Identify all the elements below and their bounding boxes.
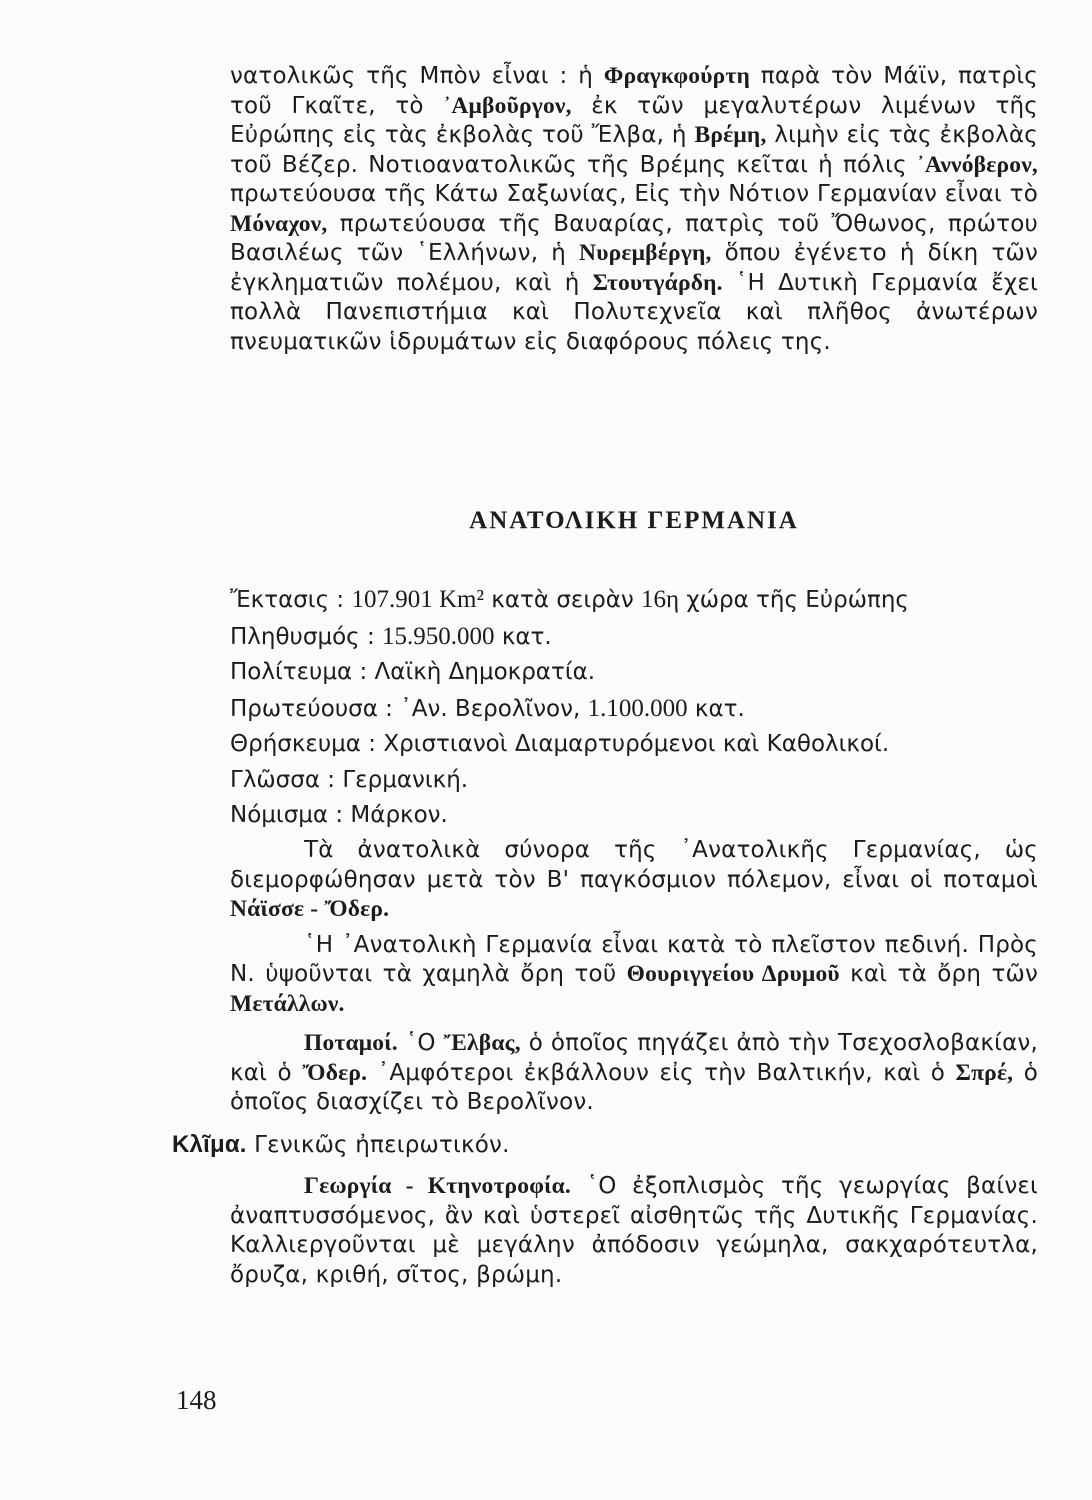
text-run: ἐκ τῶν μεγαλυτέρων λιμένων τῆς Εὐρώπης εἰς τὰς ἐκβολὰς τοῦ Ἔλβα, ἡ (230, 92, 1039, 148)
text-run: καὶ τὰ ὄρη τῶν (839, 961, 1038, 987)
fact-value: 16η (641, 586, 680, 613)
fact-value: 107.901 Km² (351, 586, 484, 613)
fact-label: Ἔκτασις : (230, 587, 352, 613)
agriculture-label: Γεωργία - Κτηνοτροφία. (304, 1173, 571, 1199)
borders-paragraph (230, 836, 1038, 925)
thuringian-forest: Θουριγγείου Δρυμοῦ (626, 961, 840, 987)
text-run: ὅπου ἐγένετο ἡ δίκη τῶν ἐγκληματιῶν πολέμου, καὶ ἡ (230, 240, 1038, 296)
city-frankfurt: Φραγκφούρτη (603, 63, 750, 89)
text-run: παρὰ τὸν Μάϊν, πατρὶς τοῦ Γκαῖτε, τὸ (230, 63, 1039, 119)
fact-text: κατὰ σειρὰν (483, 587, 642, 613)
river-oder: Ὄδερ. (302, 1059, 368, 1086)
fact-value: 15.950.000 (382, 622, 495, 650)
fact-label: Πληθυσμός : (230, 623, 383, 650)
text-run: ὁ ὁποῖος διασχίζει τὸ Βερολῖνον. (230, 1059, 1038, 1115)
text-run: λιμὴν εἰς τὰς ἐκβολὰς τοῦ Βέζερ. Νοτιοανατολικῶς τῆς Βρέμης κεῖται ἡ πόλις (230, 122, 1039, 178)
text-run: ῾Ο (397, 1030, 444, 1056)
text-run: πρωτεύουσα τῆς Κάτω Σαξωνίας, Εἰς τὴν Νότιον Γερμανίαν εἶναι τὸ (230, 181, 1038, 207)
terrain-paragraph (230, 931, 1038, 1020)
fact-label: Πρωτεύουσα : ᾿Αν. Βερολῖνον, (230, 695, 588, 722)
river-spree: Σπρέ, (955, 1059, 1014, 1086)
city-hannover: ᾿Αννόβερον, (916, 151, 1038, 178)
intro-paragraph (230, 62, 1038, 357)
fact-text: κατ. (687, 695, 745, 722)
river-names: Νάϊσσε - Ὄδερ. (230, 896, 390, 922)
fact-area (230, 582, 1038, 619)
rivers-label: Ποταμοί. (304, 1030, 398, 1056)
river-elbe: Ἔλβας, (443, 1030, 521, 1056)
text-run: ῾Η ᾿Ανατολικὴ Γερμανία εἶναι κατὰ τὸ πλεῖστον πεδινή. Πρὸς Ν. ὑψοῦνται τὰ χαμηλὰ ὄρη τοῦ (230, 931, 1038, 987)
text-run: Γενικῶς ἠπειρωτικόν. (246, 1131, 510, 1158)
fact-polity: Πολίτευμα : Λαϊκὴ Δημοκρατία. (230, 659, 596, 685)
text-run: νατολικῶς τῆς Μπὸν εἶναι : ἡ (230, 63, 604, 89)
fact-capital (230, 691, 1038, 728)
city-stuttgart: Στουτγάρδη. (592, 269, 723, 296)
fact-text: κατ. (494, 623, 552, 650)
fact-text: χώρα τῆς Εὐρώπης (679, 587, 909, 613)
text-run: πρωτεύουσα τῆς Βαυαρίας, πατρὶς τοῦ Ὄθωνος, πρώτου Βασιλέως τῶν ῾Ελλήνων, ἡ (230, 210, 1038, 266)
climate-paragraph (172, 1130, 1038, 1161)
fact-language: Γλῶσσα : Γερμανική. (230, 766, 469, 793)
ore-mountains: Μετάλλων. (230, 990, 345, 1017)
city-nuremberg: Νυρεμβέργη, (579, 240, 712, 266)
text-run: ῾Ο ἐξοπλισμὸς τῆς γεωργίας βαίνει ἀναπτυσσόμενος, ἂν καὶ ὑστερεῖ αἰσθητῶς τῆς Δυτικῆς Γερμανίας. Καλλιεργοῦνται μὲ μεγάλην ἀπόδοσιν γεώμηλα, σακχαρότευτλα, ὄρυζα, κριθή, σῖτος, βρώμη. (230, 1173, 1038, 1288)
city-bremen: Βρέμη, (694, 122, 767, 148)
fact-religion: Θρήσκευμα : Χριστιανοὶ Διαμαρτυρόμενοι καὶ Καθολικοί. (230, 731, 890, 757)
agriculture-paragraph (230, 1172, 1038, 1290)
fact-currency: Νόμισμα : Μάρκον. (230, 802, 448, 828)
rivers-paragraph (230, 1029, 1038, 1118)
text-run: Τὰ ἀνατολικὰ σύνορα τῆς ᾿Ανατολικῆς Γερμανίας, ὡς διεμορφώθησαν μετὰ τὸν Β' παγκόσμιον πόλεμον, εἶναι οἱ ποταμοὶ (230, 837, 1038, 893)
text-run: ὁ ὁποῖος πηγάζει ἀπὸ τὴν Τσεχοσλοβακίαν, καὶ ὁ (230, 1030, 1038, 1086)
city-munich: Μόναχον, (230, 210, 328, 237)
fact-population (230, 619, 1038, 656)
text-run: ῾Η Δυτικὴ Γερμανία ἔχει πολλὰ Πανεπιστήμια καὶ Πολυτεχνεῖα καὶ πλῆθος ἀνωτέρων πνευματικῶν ἱδρυμάτων εἰς διαφόρους πόλεις της. (230, 269, 1038, 355)
fact-value: 1.100.000 (587, 694, 688, 722)
climate-label: Κλῖμα. (172, 1130, 247, 1158)
text-run: ᾿Αμφότεροι ἐκβάλλουν εἰς τὴν Βαλτικήν, καὶ ὁ (367, 1059, 956, 1086)
country-facts (230, 582, 1038, 834)
body-text (172, 836, 1038, 1290)
page-number: 148 (176, 1385, 217, 1415)
section-heading: ΑΝΑΤΟΛΙΚΗ ΓΕΡΜΑΝΙΑ (469, 507, 799, 534)
city-hamburg: ᾿Αμβοῦργον, (443, 92, 572, 119)
